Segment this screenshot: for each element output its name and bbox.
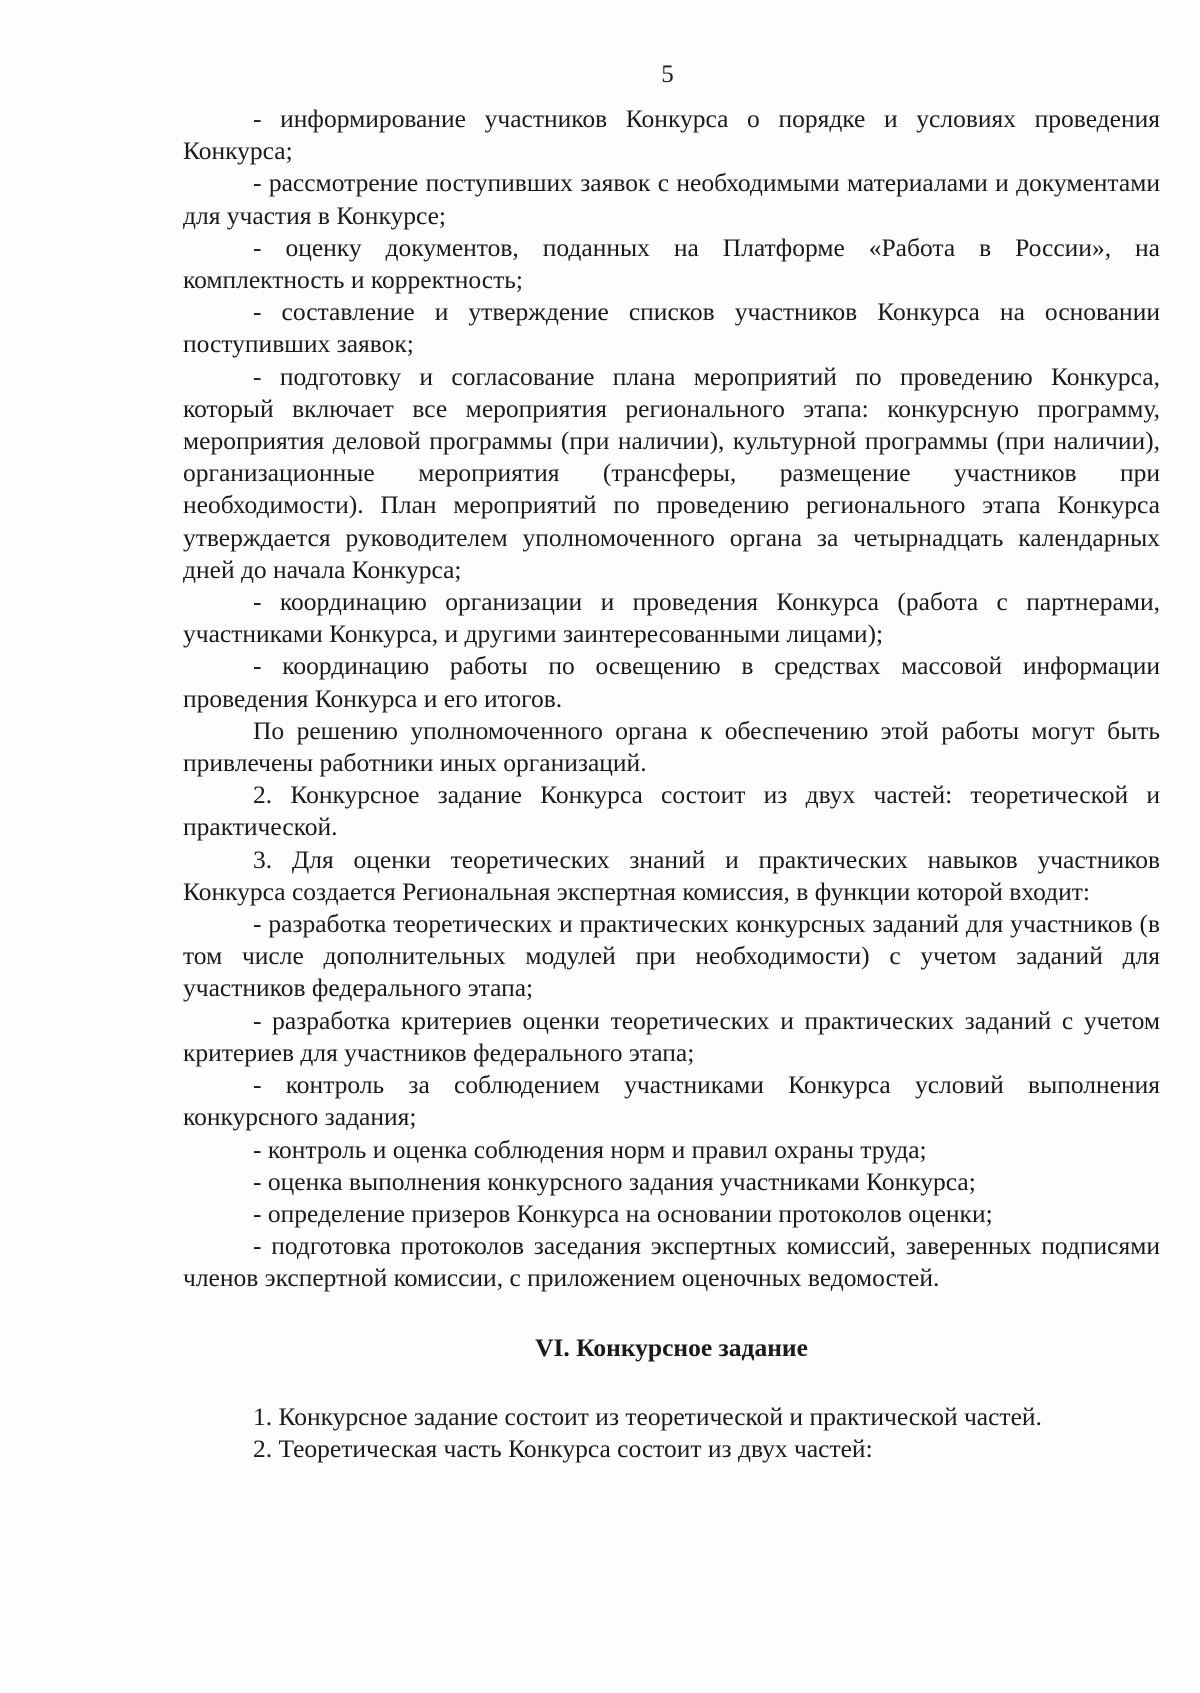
- section-heading: VI. Конкурсное задание: [535, 1332, 808, 1362]
- paragraph-section-item-2: 2. Теоретическая часть Конкурса состоит из двух частей:: [253, 1433, 873, 1463]
- paragraph-other-workers: По решению уполномоченного органа к обеспечению этой работы могут быть привлечены работники иных организаций.: [183, 715, 1160, 778]
- paragraph-media-coverage: - координацию работы по освещению в средствах массовой информации проведения Конкурса и его итогов.: [183, 651, 1160, 713]
- paragraph-participant-lists: - составление и утверждение списков участников Конкурса на основании поступивших заявок;: [183, 297, 1160, 359]
- paragraph-item-3: 3. Для оценки теоретических знаний и практических навыков участников Конкурса создается Региональная экспертная комиссия, в функции которой входит:: [183, 844, 1160, 906]
- paragraph-document-assessment: - оценку документов, поданных на Платформе «Работа в России», на комплектность и корректность;: [183, 232, 1160, 295]
- document-body: [183, 103, 1160, 1465]
- paragraph-protocols: - подготовка протоколов заседания экспертных комиссий, заверенных подписями членов экспертной комиссии, с приложением оценочных ведомостей.: [183, 1231, 1160, 1293]
- paragraph-review-applications: - рассмотрение поступивших заявок с необходимыми материалами и документами для участия в Конкурсе;: [183, 168, 1160, 230]
- paragraph-item-2: 2. Конкурсное задание Конкурса состоит из двух частей: теоретической и практической.: [183, 780, 1160, 842]
- paragraph-informing: - информирование участников Конкурса о порядке и условиях проведения Конкурса;: [183, 104, 1160, 166]
- paragraph-safety-control: - контроль и оценка соблюдения норм и правил охраны труда;: [253, 1134, 927, 1164]
- paragraph-task-evaluation: - оценка выполнения конкурсного задания участниками Конкурса;: [253, 1166, 976, 1196]
- paragraph-winners: - определение призеров Конкурса на основании протоколов оценки;: [253, 1198, 993, 1228]
- paragraph-compliance-control: - контроль за соблюдением участниками Конкурса условий выполнения конкурсного задания;: [183, 1070, 1160, 1132]
- paragraph-coordination: - координацию организации и проведения Конкурса (работа с партнерами, участниками Конкурса, и другими заинтересованными лицами);: [183, 587, 1160, 649]
- paragraph-section-item-1: 1. Конкурсное задание состоит из теоретической и практической частей.: [253, 1401, 1042, 1431]
- paragraph-event-plan: - подготовку и согласование плана мероприятий по проведению Конкурса, который включает все мероприятия регионального этапа: конкурсную программу, мероприятия деловой программы (при наличии), культурной программы (при наличии), организационные мероприятия (трансферы, размещение участников при необходимости). План мероприятий по проведению регионального этапа Конкурса утверждается руководителем уполномоченного органа за четырнадцать календарных дней до начала Конкурса;: [183, 361, 1160, 584]
- page-number: 5: [661, 61, 674, 88]
- paragraph-task-development: - разработка теоретических и практических конкурсных заданий для участников (в том числе дополнительных модулей при необходимости) с учетом заданий для участников федерального этапа;: [183, 909, 1160, 1003]
- paragraph-criteria-development: - разработка критериев оценки теоретических и практических заданий с учетом критериев для участников федерального этапа;: [183, 1005, 1160, 1067]
